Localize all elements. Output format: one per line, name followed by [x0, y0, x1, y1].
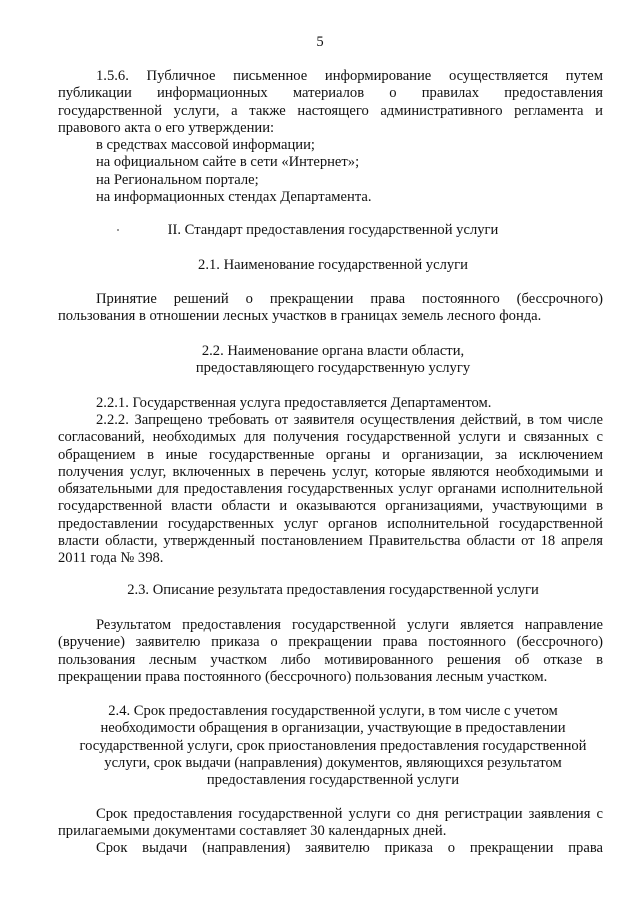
paragraph-2-4-issue: Срок выдачи (направления) заявителю приказа о прекращении права: [96, 840, 603, 856]
paragraph-2-2-1: 2.2.1. Государственная услуга предоставляется Департаментом.: [96, 395, 492, 411]
list-item: на Региональном портале;: [96, 171, 259, 188]
heading-2-1: 2.1. Наименование государственной услуги: [198, 257, 468, 273]
heading-line: предоставления государственной услуги: [206, 772, 460, 789]
heading-line: 2.4. Срок предоставления государственной услуги, в том числе с учетом: [108, 703, 558, 719]
paragraph-2-1: Принятие решений о прекращении права постоянного (бессрочного) пользования в отношении лесных участков в границах земель лесного фонда.: [58, 291, 603, 325]
heading-line: государственной услуги, срок приостановления предоставления государственной: [79, 737, 587, 754]
heading-2-3: 2.3. Описание результата предоставления государственной услуги: [127, 582, 539, 598]
list-item: на информационных стендах Департамента.: [96, 188, 372, 205]
paragraph-2-3: Результатом предоставления государственной услуги является направление (вручение) заявителю приказа о прекращении права постоянного (бессрочного) пользования лесным участком либо мотивированного решения об отказе в прекращении права постоянного (бессрочного) пользования лесным участком.: [58, 617, 603, 685]
heading-line: предоставляющего государственную услугу: [195, 360, 471, 377]
section-2-heading: II. Стандарт предоставления государственной услуги: [167, 222, 499, 238]
heading-line: необходимости обращения в организации, участвующие в предоставлении: [100, 720, 566, 737]
list-item: на официальном сайте в сети «Интернет»;: [96, 154, 360, 171]
publication-list: [96, 137, 596, 206]
paragraph-2-4-term: Срок предоставления государственной услуги со дня регистрации заявления с прилагаемыми документами составляет 30 календарных дней.: [58, 806, 603, 840]
page-number: 5: [316, 34, 324, 50]
heading-2-4: [58, 703, 608, 789]
paragraph-2-2-2: 2.2.2. Запрещено требовать от заявителя осуществления действий, в том числе согласований, необходимых для получения государственной услуги и связанных с обращением в иные государственные органы и организации, за исключением получения услуг, включенных в перечень услуг, которые являются необходимыми и обязательными для предоставления государственных услуг органами исполнительной государственной власти области и оказываются организациями, участвующими в предоставлении государственных услуг органов исполнительной государственной власти области, утвержденный постановлением Правительства области от 18 апреля 2011 года № 398.: [58, 412, 603, 567]
paragraph-1-5-6: 1.5.6. Публичное письменное информирование осуществляется путем публикации информационных материалов о правилах предоставления государственной услуги, а также настоящего административного регламента и правового акта о его утверждении:: [58, 68, 603, 136]
list-item: в средствах массовой информации;: [96, 137, 315, 153]
heading-line: 2.2. Наименование органа власти области,: [201, 343, 465, 359]
heading-line: услуги, срок выдачи (направления) документов, являющихся результатом: [104, 754, 562, 771]
heading-2-2: [58, 343, 608, 378]
